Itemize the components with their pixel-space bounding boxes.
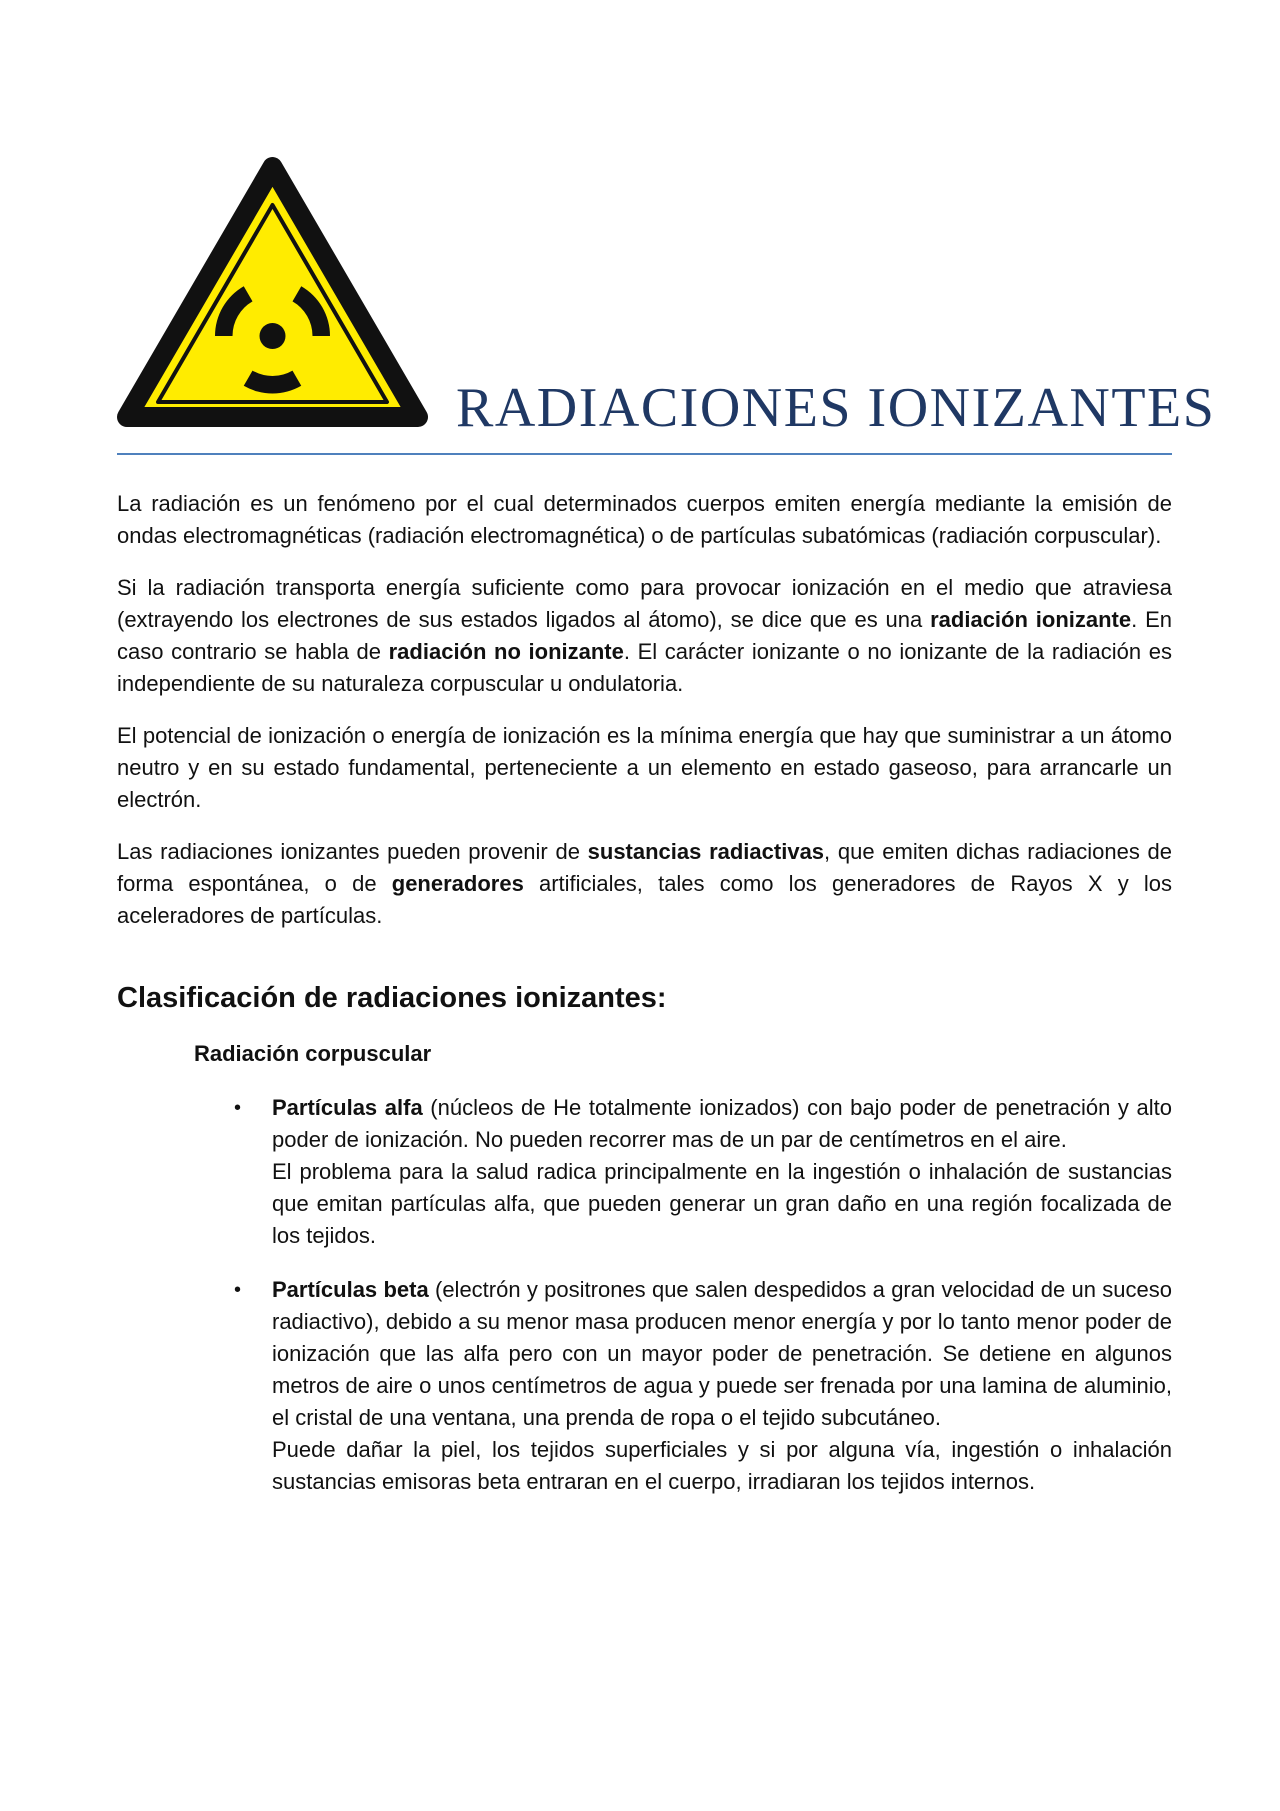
list-item-health-note: Puede dañar la piel, los tejidos superficiales y si por alguna vía, ingestión o inhalación sustancias emisoras beta entraran en el cuerpo, irradiaran los tejidos internos. bbox=[272, 1437, 1172, 1494]
list-item-alpha-particles bbox=[234, 1092, 1172, 1252]
bullet-icon: • bbox=[234, 1279, 242, 1301]
paragraph-radiation-sources bbox=[117, 836, 1172, 932]
text-run: . En caso contrario se habla de bbox=[117, 607, 1172, 664]
text-run: (núcleos de He totalmente ionizados) con bajo poder de penetración y alto poder de ionización. No pueden recorrer mas de un par de centímetros en el aire. bbox=[272, 1095, 1172, 1152]
list-item-health-note: El problema para la salud radica principalmente en la ingestión o inhalación de sustancias que emitan partículas alfa, que pueden generar un gran daño en una región focalizada de los tejidos. bbox=[272, 1159, 1172, 1248]
text-run: Si la radiación transporta energía suficiente como para provocar ionización en el medio que atraviesa (extrayendo los electrones de sus estados ligados al átomo), se dice que es una bbox=[117, 575, 1172, 632]
subsection-heading: Radiación corpuscular bbox=[194, 1041, 432, 1066]
document-body bbox=[117, 488, 1172, 1520]
text-run: , que emiten dichas radiaciones de forma espontánea, o de bbox=[117, 839, 1172, 896]
term-alpha-particles: Partículas alfa bbox=[272, 1095, 423, 1120]
term-radioactive-substances: sustancias radiactivas bbox=[587, 839, 825, 864]
paragraph-radiation-definition: La radiación es un fenómeno por el cual determinados cuerpos emiten energía mediante la emisión de ondas electromagnéticas (radiación electromagnética) o de partículas subatómicas (radiación corpuscular). bbox=[117, 491, 1172, 548]
radiation-hazard-icon bbox=[115, 155, 430, 435]
document-page bbox=[117, 0, 1216, 1494]
text-run: (electrón y positrones que salen despedidos a gran velocidad de un suceso radiactivo), debido a su menor masa producen menor energía y por lo tanto menor poder de ionización que las alfa pero con un mayor poder de penetración. Se detiene en algunos metros de aire o unos centímetros de agua y puede ser frenada por una lamina de aluminio, el cristal de una ventana, una prenda de ropa o el tejido subcutáneo. bbox=[272, 1277, 1172, 1430]
text-run: artificiales, tales como los generadores de Rayos X y los aceleradores de partículas. bbox=[117, 871, 1172, 928]
list-item-description bbox=[272, 1274, 1172, 1434]
trefoil-center bbox=[260, 323, 286, 349]
list-item-beta-particles bbox=[234, 1274, 1172, 1498]
term-generators: generadores bbox=[391, 871, 524, 896]
term-ionizing-radiation: radiación ionizante bbox=[930, 607, 1132, 632]
page-title: RADIACIONES IONIZANTES bbox=[456, 377, 1216, 439]
text-run: Las radiaciones ionizantes pueden provenir de bbox=[117, 839, 588, 864]
term-non-ionizing-radiation: radiación no ionizante bbox=[388, 639, 624, 664]
text-run: . El carácter ionizante o no ionizante de la radiación es independiente de su naturaleza corpuscular u ondulatoria. bbox=[117, 639, 1172, 696]
document-header bbox=[117, 0, 1216, 455]
paragraph-ionization-potential: El potencial de ionización o energía de ionización es la mínima energía que hay que suministrar a un átomo neutro y en su estado fundamental, perteneciente a un elemento en estado gaseoso, para arrancarle un electrón. bbox=[117, 723, 1172, 812]
list-item-description bbox=[272, 1092, 1172, 1156]
term-beta-particles: Partículas beta bbox=[272, 1277, 429, 1302]
bullet-icon: • bbox=[234, 1097, 242, 1119]
title-underline bbox=[117, 453, 1172, 455]
paragraph-ionizing-definition bbox=[117, 572, 1172, 700]
particle-list bbox=[117, 1092, 1172, 1498]
section-heading: Clasificación de radiaciones ionizantes: bbox=[117, 982, 667, 1014]
